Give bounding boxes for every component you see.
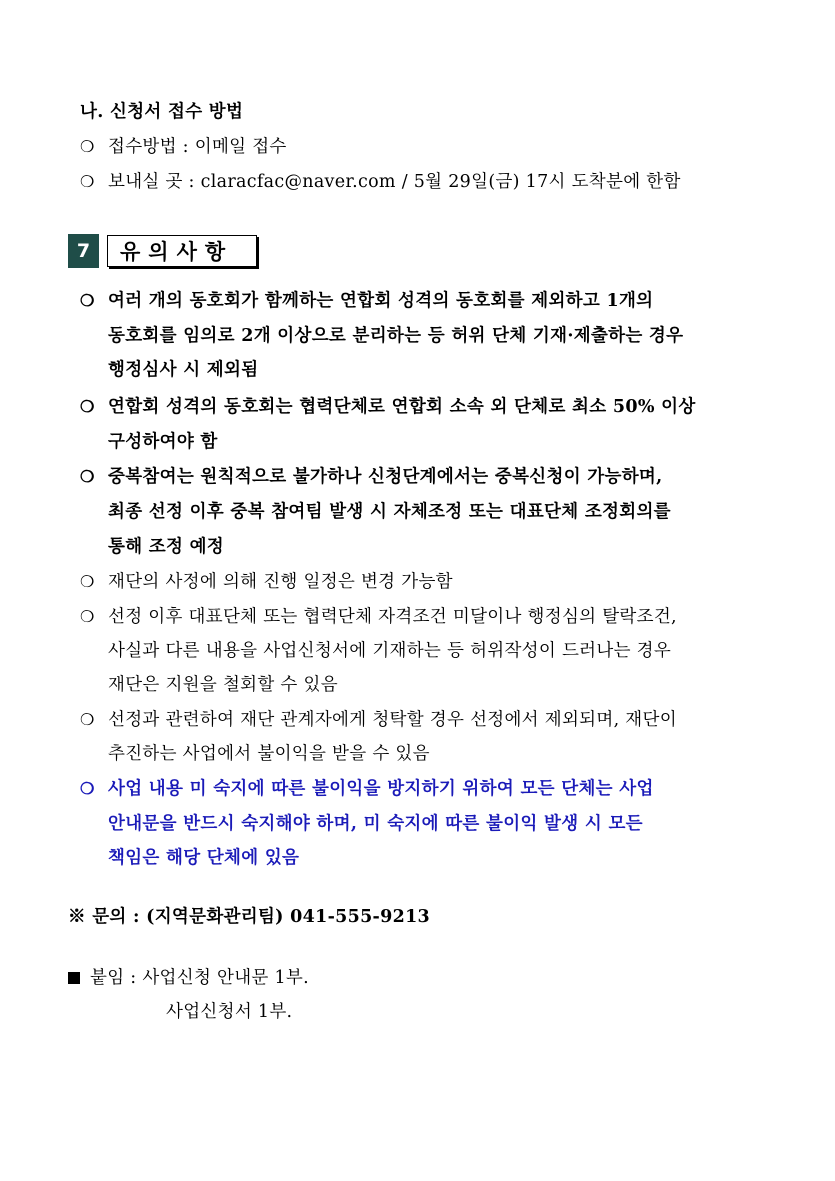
contact-info: ※ 문의 : (지역문화관리팀) 041-555-9213 [68, 907, 431, 927]
list-item-line: 동호회를 임의로 2개 이상으로 분리하는 등 허위 단체 기재·제출하는 경우 [108, 326, 684, 346]
list-item: ❍ 연합회 성격의 동호회는 협력단체로 연합회 소속 외 단체로 최소 50% 이상 [80, 397, 696, 417]
list-item: ❍ 선정 이후 대표단체 또는 협력단체 자격조건 미달이나 행정심의 탈락조건, [80, 607, 677, 627]
list-item: ❍ 여러 개의 동호회가 함께하는 연합회 성격의 동호회를 제외하고 1개의 [80, 291, 654, 311]
section-7-heading [68, 234, 257, 268]
list-item-line: 사실과 다른 내용을 사업신청서에 기재하는 등 허위작성이 드러나는 경우 [108, 641, 672, 661]
section-na-heading: 나. 신청서 접수 방법 [80, 102, 244, 122]
bullet-icon: ❍ [80, 397, 95, 416]
list-item: ❍ 접수방법 : 이메일 접수 [80, 137, 287, 157]
section-title: 유의사항 [107, 235, 257, 267]
list-item-line: 안내문을 반드시 숙지해야 하며, 미 숙지에 따른 불이익 발생 시 모든 [108, 814, 643, 834]
bullet-icon: ❍ [80, 172, 95, 191]
bullet-icon: ❍ [80, 607, 95, 626]
list-item-line: 재단은 지원을 철회할 수 있음 [108, 675, 338, 695]
list-item-line: 행정심사 시 제외됨 [108, 360, 259, 380]
bullet-icon: ❍ [80, 291, 95, 310]
list-item-line: 추진하는 사업에서 불이익을 받을 수 있음 [108, 744, 430, 764]
list-item-line: 최종 선정 이후 중복 참여팀 발생 시 자체조정 또는 대표단체 조정회의를 [108, 502, 671, 522]
bullet-icon: ❍ [80, 710, 95, 729]
bullet-icon: ❍ [80, 779, 95, 798]
list-item-line: 책임은 해당 단체에 있음 [108, 848, 300, 868]
list-item-line: 구성하여야 함 [108, 432, 218, 452]
list-item-line: 통해 조정 예정 [108, 537, 225, 557]
list-item: ❍ 중복참여는 원칙적으로 불가하나 신청단계에서는 중복신청이 가능하며, [80, 467, 663, 487]
square-bullet-icon [68, 972, 80, 984]
bullet-icon: ❍ [80, 572, 95, 591]
list-item: ❍ 선정과 관련하여 재단 관계자에게 청탁할 경우 선정에서 제외되며, 재단이 [80, 710, 677, 730]
attachment-line-2: 사업신청서 1부. [166, 1002, 293, 1022]
bullet-icon: ❍ [80, 467, 95, 486]
section-number-badge: 7 [68, 234, 99, 268]
list-item: ❍ 보내실 곳 : claracfac@naver.com / 5월 29일(금) 17시 도착분에 한함 [80, 172, 681, 192]
list-item: ❍ 재단의 사정에 의해 진행 일정은 변경 가능함 [80, 572, 453, 592]
list-item-highlight: ❍ 사업 내용 미 숙지에 따른 불이익을 방지하기 위하여 모든 단체는 사업 [80, 779, 654, 799]
attachment-line: 붙임 : 사업신청 안내문 1부. [68, 964, 309, 989]
bullet-icon: ❍ [80, 137, 95, 156]
